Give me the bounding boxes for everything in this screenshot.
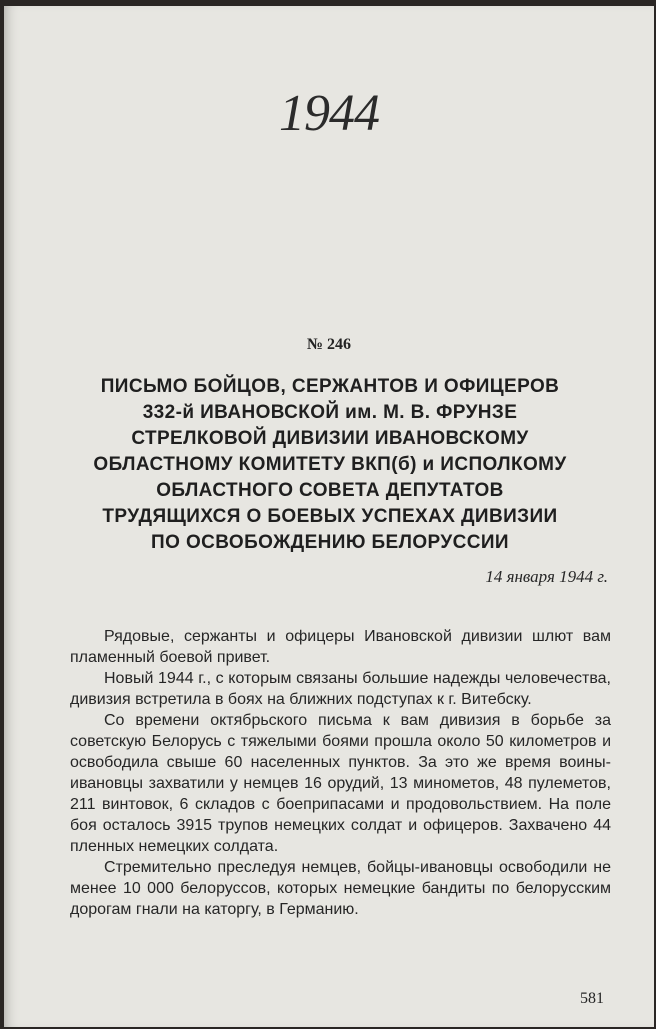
paragraph: Стремительно преследуя немцев, бойцы-ивановцы освободили не менее 10 000 белоруссов, которых немецкие бандиты по белорусским дорогам гнали на каторгу, в Германию. — [70, 859, 611, 918]
title-line: ПИСЬМО БОЙЦОВ, СЕРЖАНТОВ И ОФИЦЕРОВ — [100, 376, 560, 397]
year-heading: 1944 — [279, 85, 379, 142]
title-line: ОБЛАСТНОМУ КОМИТЕТУ ВКП(б) и ИСПОЛКОМУ — [93, 454, 567, 475]
title-line: 332-й ИВАНОВСКОЙ им. М. В. ФРУНЗЕ — [142, 402, 518, 423]
page-number: 581 — [580, 990, 604, 1007]
title-line: СТРЕЛКОВОЙ ДИВИЗИИ ИВАНОВСКОМУ — [131, 428, 529, 449]
title-line: ОБЛАСТНОГО СОВЕТА ДЕПУТАТОВ — [156, 480, 504, 501]
title-line: ПО ОСВОБОЖДЕНИЮ БЕЛОРУССИИ — [151, 532, 509, 553]
letter-body — [70, 626, 611, 920]
title-line: ТРУДЯЩИХСЯ О БОЕВЫХ УСПЕХАХ ДИВИЗИИ — [102, 506, 558, 527]
book-page — [4, 6, 654, 1027]
paragraph: Со времени октябрьского письма к вам дивизия в борьбе за советскую Белорусь с тяжелыми боями прошла около 50 километров и освободила свыше 60 населенных пунктов. За это же время воины-ивановцы захватили у немцев 16 орудий, 13 минометов, 48 пулеметов, 211 винтовок, 6 складов с боеприпасами и продовольствием. На поле боя осталось 3915 трупов немецких солдат и офицеров. Захвачено 44 пленных немецких солдата. — [70, 712, 611, 855]
letter-date: 14 января 1944 г. — [485, 567, 608, 586]
paragraph: Новый 1944 г., с которым связаны большие надежды человечества, дивизия встретила в боях на ближних подступах к г. Витебску. — [70, 670, 611, 708]
document-number: № 246 — [306, 336, 352, 353]
document-title — [44, 374, 616, 556]
paragraph: Рядовые, сержанты и офицеры Ивановской дивизии шлют вам пламенный боевой привет. — [70, 628, 611, 666]
